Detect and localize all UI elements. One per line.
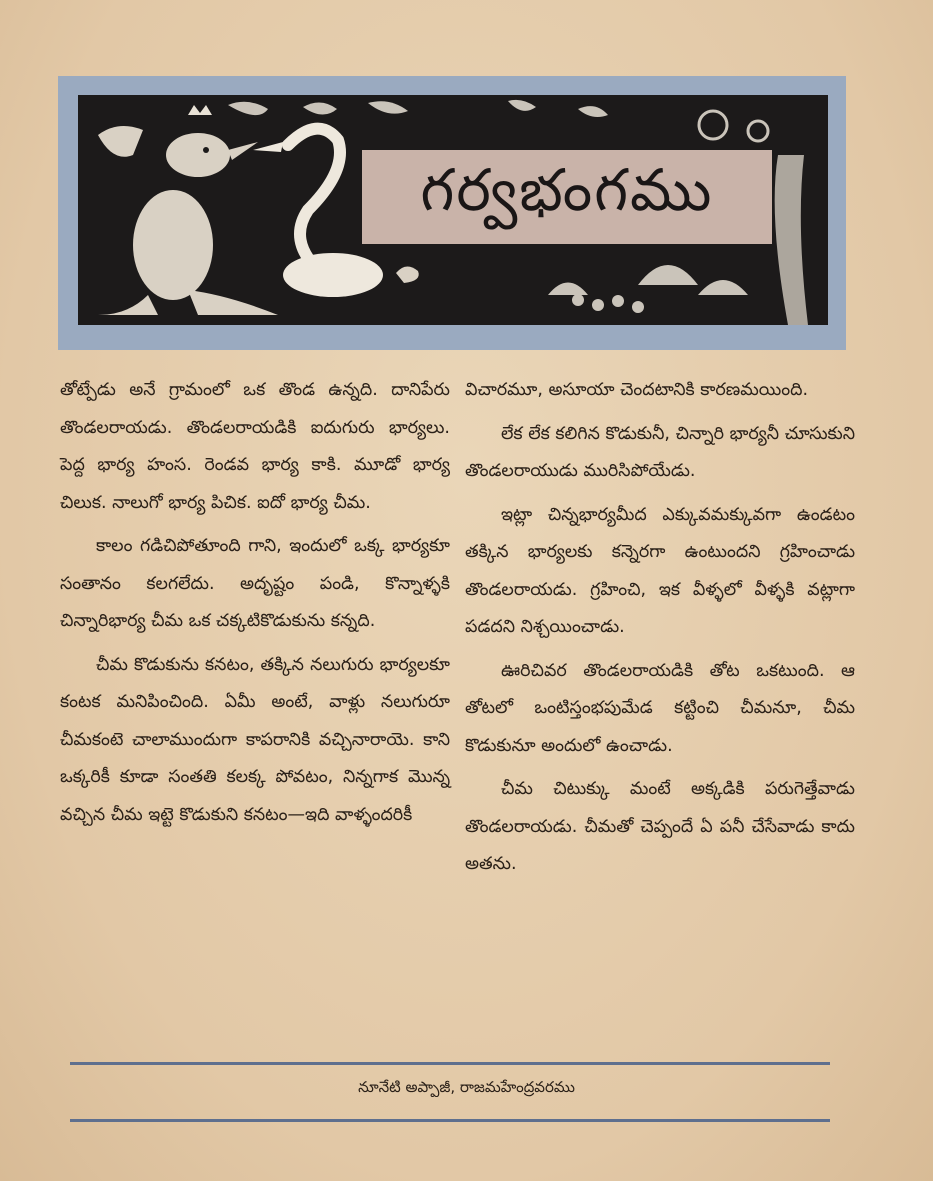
paragraph: విచారమూ, అసూయా చెందటానికి కారణమయింది. bbox=[465, 380, 809, 400]
paragraph: ఇట్లా చిన్నభార్యమీద ఎక్కువమక్కువగా ఉండటం తక్కిన భార్యలకు కన్నెరగా ఉంటుందని గ్రహించాడు తొండలరాయడు. గ్రహించి, ఇక వీళ్ళలో వీళ్ళకి వట్లాగా పడదని నిశ్చయించాడు. bbox=[465, 504, 855, 637]
paragraph: కాలం గడిచిపోతూంది గాని, ఇందులో ఒక్క భార్యకూ సంతానం కలగలేదు. అదృష్టం పండి, కొన్నాళ్ళకి చిన్నారిభార్య చీమ ఒక చక్కటికొడుకును కన్నది. bbox=[60, 536, 450, 631]
paragraph: ఊరిచివర తొండలరాయడికి తోట ఒకటుంది. ఆ తోటలో ఒంటిస్తంభపుమేడ కట్టించి చీమనూ, చీమ కొడుకునూ అందులో ఉంచాడు. bbox=[465, 660, 855, 756]
left-column bbox=[60, 372, 450, 840]
title-panel bbox=[362, 150, 772, 244]
author-byline: నూనేటి అప్పాజీ, రాజమహేంద్రవరము bbox=[358, 1078, 575, 1096]
paragraph: చీమ కొడుకును కనటం, తక్కిన నలుగురు భార్యలకూ కంటక మనిపించింది. ఏమీ అంటే, వాళ్లు నలుగురూ చీమకంటె చాలాముందుగా కాపరానికి వచ్చినారాయె. కాని ఒక్కరికీ కూడా సంతతి కలక్క పోవటం, నిన్నగాక మొన్న వచ్చిన చీమ ఇట్టె కొడుకుని కనటం—ఇది వాళ్ళందరికీ bbox=[60, 654, 450, 825]
story-title: గర్వభంగము bbox=[420, 155, 714, 224]
right-column bbox=[465, 372, 855, 890]
paragraph: లేక లేక కలిగిన కొడుకునీ, చిన్నారి భార్యనీ చూసుకుని తొండలరాయుడు మురిసిపోయేడు. bbox=[465, 423, 855, 481]
paragraph: చీమ చిటుక్కు మంటే అక్కడికి పరుగెత్తేవాడు తొండలరాయడు. చీమతో చెప్పందే ఏ పనీ చేసేవాడు కాదు అతను. bbox=[465, 779, 855, 874]
footer-rule-top bbox=[70, 1062, 830, 1065]
paragraph: తోట్పేడు అనే గ్రామంలో ఒక తొండ ఉన్నది. దానిపేరు తొండలరాయడు. తొండలరాయడికి ఐదుగురు భార్యలు. పెద్ద భార్య హంస. రెండవ భార్య కాకి. మూడో భార్య చిలుక. నాలుగో భార్య పిచిక. ఐదో భార్య చీమ. bbox=[60, 380, 450, 513]
footer-rule-bottom bbox=[70, 1119, 830, 1122]
